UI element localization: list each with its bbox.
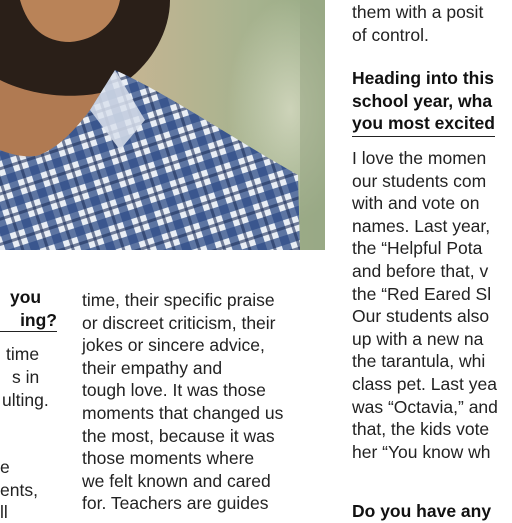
middle-body-text xyxy=(82,289,332,515)
text-line: up with a new na xyxy=(352,328,484,349)
text-line: moments that changed us xyxy=(82,402,284,423)
text-line: those moments where xyxy=(82,448,255,469)
heading-line: school year, wha xyxy=(352,90,493,111)
left-text-line: s in xyxy=(12,367,40,387)
text-line: Our students also xyxy=(352,306,490,327)
text-line: was “Octavia,” and xyxy=(352,396,498,417)
text-line: their empathy and xyxy=(82,357,223,378)
heading-line: Heading into this xyxy=(352,68,494,88)
left-heading-line: you xyxy=(10,287,42,307)
middle-column xyxy=(82,289,332,515)
heading-line: you most excited xyxy=(352,112,495,137)
text-line: we felt known and cared xyxy=(82,470,271,491)
text-line: class pet. Last yea xyxy=(352,373,497,394)
question-heading xyxy=(352,67,495,137)
left-heading-line: ing? xyxy=(0,310,57,332)
answer-text xyxy=(352,147,498,463)
text-line: the most, because it was xyxy=(82,425,275,446)
left-text-line: ents, xyxy=(0,480,38,500)
text-line: that, the kids vote xyxy=(352,419,490,440)
text-line: or discreet criticism, their xyxy=(82,312,276,333)
text-line: jokes or sincere advice, xyxy=(82,335,265,356)
text-line: the tarantula, whi xyxy=(352,351,486,372)
portrait-photo xyxy=(0,0,325,250)
text-line: names. Last year, xyxy=(352,215,491,236)
text-line: with and vote on xyxy=(352,193,480,214)
text-line: and before that, v xyxy=(352,260,489,281)
next-question-heading: Do you have any xyxy=(352,501,492,521)
right-intro-text xyxy=(352,1,483,46)
left-text-line: ulting. xyxy=(2,390,49,410)
text-line: the “Red Eared Sl xyxy=(352,283,492,304)
left-text-line: e xyxy=(0,457,10,477)
left-text-line: time xyxy=(6,344,40,364)
text-line: the “Helpful Pota xyxy=(352,238,483,259)
left-text-line: ll xyxy=(0,502,8,522)
text-line: our students com xyxy=(352,170,487,191)
portrait-illustration xyxy=(0,0,325,250)
text-line: them with a posit xyxy=(352,2,484,22)
text-line: of control. xyxy=(352,24,429,45)
text-line: time, their specific praise xyxy=(82,290,275,310)
text-line: for. Teachers are guides xyxy=(82,493,269,514)
text-line: I love the momen xyxy=(352,148,487,168)
text-line: tough love. It was those xyxy=(82,380,266,401)
text-line: her “You know wh xyxy=(352,441,491,462)
